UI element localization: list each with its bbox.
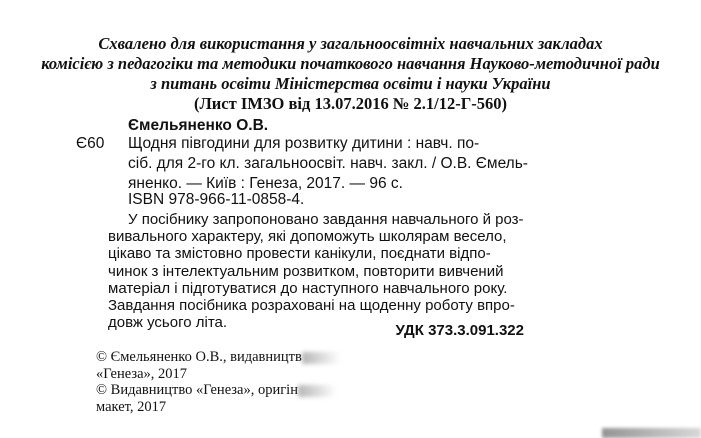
copyright-line: [96, 382, 340, 399]
copyright-line: «Генеза», 2017: [96, 365, 188, 382]
approval-notice: [0, 34, 701, 114]
approval-letter-reference: (Лист ІМЗО від 13.07.2016 № 2.1/12-Г-560): [193, 94, 507, 113]
faded-text-edge: [302, 352, 340, 364]
catalog-description-line: яненко. — Київ : Генеза, 2017. — 96 с.: [128, 175, 403, 192]
catalog-author: Ємельяненко О.В.: [128, 117, 269, 134]
catalog-description-line: сіб. для 2-го кл. загальноосвіт. навч. закл. / О.В. Ємель-: [128, 155, 528, 172]
annotation-line: матеріал і підготуватися до наступного навчального року.: [108, 279, 508, 297]
annotation-line: чинок з інтелектуальним розвитком, повторити вивчений: [108, 262, 504, 280]
copyright-line: макет, 2017: [96, 398, 167, 415]
approval-line-1: Схвалено для використання у загальноосвітніх навчальних закладах: [98, 34, 603, 53]
copyright-line: [96, 349, 340, 366]
approval-line-3: з питань освіти Міністерства освіти і науки України: [150, 74, 551, 93]
catalog-description-line: Щодня півгодини для розвитку дитини : навч. по-: [128, 135, 480, 152]
annotation-line: Завдання посібника розраховані на щоденну роботу впро-: [108, 297, 515, 315]
approval-line-2: комісією з педагогіки та методики початкового навчання Науково-методичної ради: [41, 54, 660, 73]
annotation-line: довж усього літа.: [108, 314, 228, 332]
catalog-description: [128, 134, 528, 194]
copyright-line-text: © Ємельяненко О.В., видавництв: [96, 349, 302, 365]
annotation-line: цікаво та змістовно провести канікули, поєднати відпо-: [108, 245, 491, 263]
isbn-number: ISBN 978-966-11-0858-4.: [128, 191, 305, 208]
annotation-line: У посібнику запропоновано завдання навчального й роз-: [128, 211, 524, 228]
udk-code: УДК 373.3.091.322: [395, 322, 524, 339]
catalog-code: Є60: [76, 135, 105, 152]
faded-text-edge: [298, 385, 336, 397]
copyright-line-text: © Видавництво «Генеза», оригін: [96, 382, 298, 398]
copyright-block: [96, 349, 340, 415]
blurred-corner-mark: [602, 428, 701, 438]
annotation-line: вивального характеру, які допоможуть школярам весело,: [108, 228, 507, 246]
book-annotation: [108, 211, 524, 331]
